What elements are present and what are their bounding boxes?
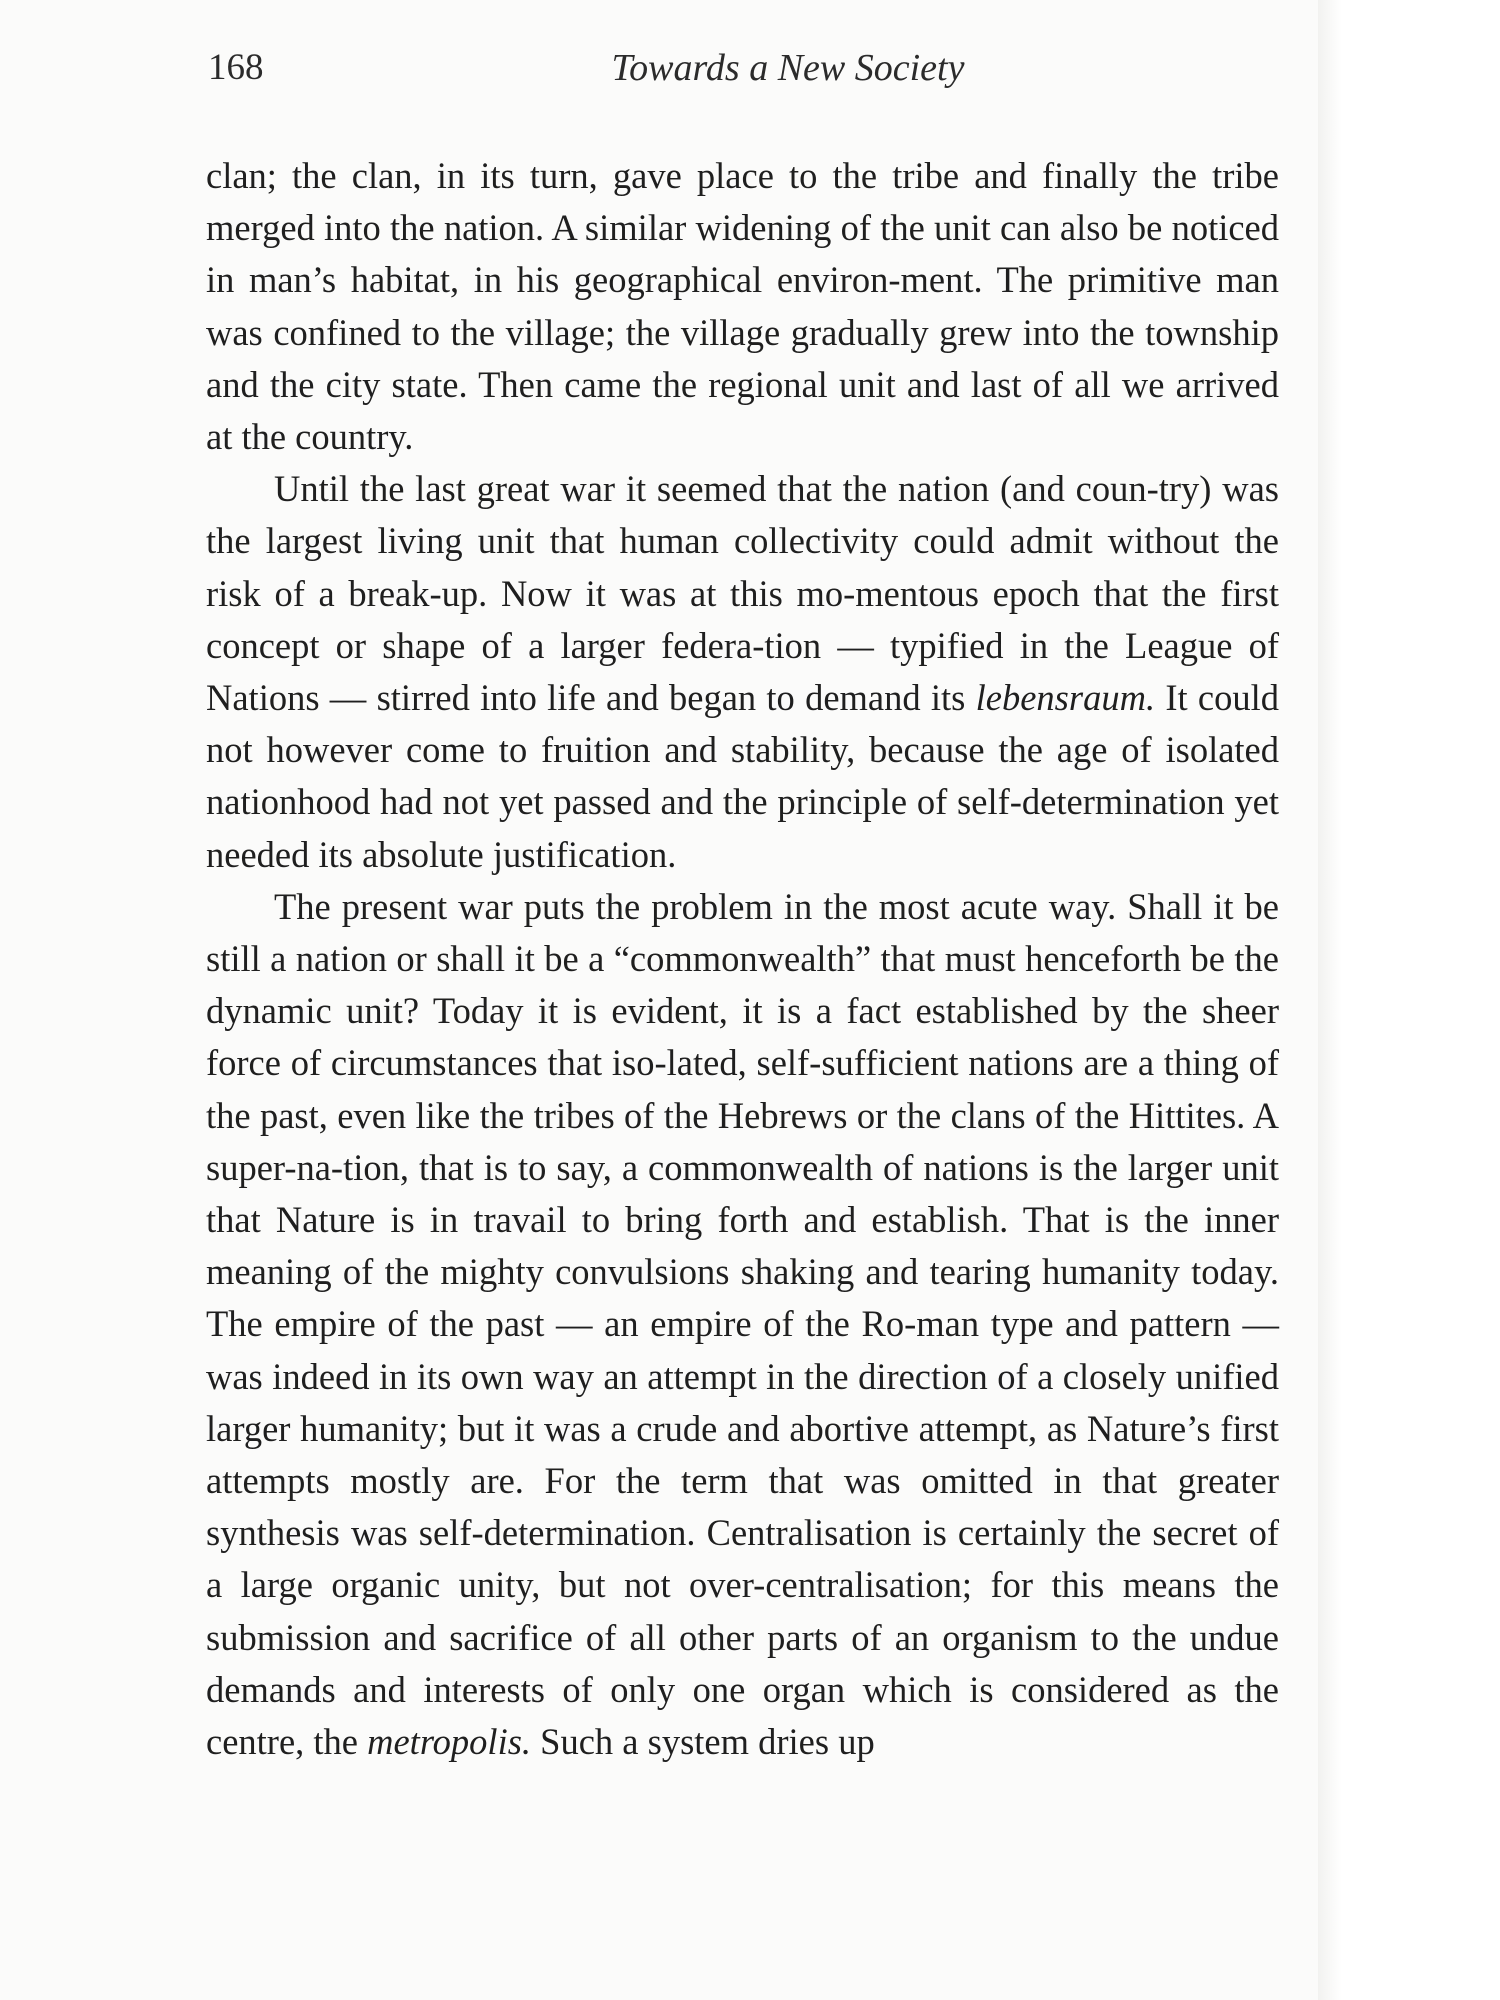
paragraph-text: It could not however come to fruition and stability, because the age of isolated nationhood had not yet passed and the principle of self-determination yet needed its absolute justification.	[206, 677, 1279, 875]
page-number: 168	[208, 47, 264, 88]
page-gutter-shadow	[1318, 0, 1342, 2000]
paragraph-3	[206, 881, 1279, 1768]
paragraph-text: The present war puts the problem in the most acute way. Shall it be still a nation or shall it be a “commonwealth” that must henceforth be the dynamic unit? Today it is evident, it is a fact established by the sheer force of circumstances that iso-lated, self-sufficient nations are a thing of the past, even like the tribes of the Hebrews or the clans of the Hittites. A super-na-tion, that is to say, a commonwealth of nations is the larger unit that Nature is in travail to bring forth and establish. That is the inner meaning of the mighty convulsions shaking and tearing humanity today. The empire of the past — an empire of the Ro-man type and pattern — was indeed in its own way an attempt in the direction of a closely unified larger humanity; but it was a crude and abortive attempt, as Nature’s first attempts mostly are. For the term that was omitted in that greater synthesis was self-determination. Centralisation is certainly the secret of a large organic unity, but not over-centralisation; for this means the submission and sacrifice of all other parts of an organism to the undue demands and interests of only one organ which is considered as the centre, the	[206, 885, 1279, 1763]
italic-term-metropolis: metropolis.	[367, 1721, 532, 1763]
running-title: Towards a New Society	[611, 47, 965, 89]
paragraph-2	[206, 463, 1279, 881]
paragraph-text: clan; the clan, in its turn, gave place to the tribe and finally the tribe merged into the nation. A similar widening of the unit can also be noticed in man’s habitat, in his geographical environ-ment. The primitive man was confined to the village; the village gradually grew into the township and the city state. Then came the regional unit and last of all we arrived at the country.	[206, 155, 1279, 458]
paragraph-1	[206, 150, 1279, 463]
page-header	[208, 46, 1278, 96]
paragraph-text: Such a system dries up	[531, 1721, 875, 1763]
body-text	[206, 150, 1279, 1768]
paragraph-text: Until the last great war it seemed that the nation (and coun-try) was the largest living unit that human collectivity could admit without the risk of a break-up. Now it was at this mo-mentous epoch that the first concept or shape of a larger federa-tion — typified in the League of Nations — stirred into life and began to demand its	[206, 468, 1279, 719]
italic-term-lebensraum: lebensraum.	[975, 677, 1156, 719]
